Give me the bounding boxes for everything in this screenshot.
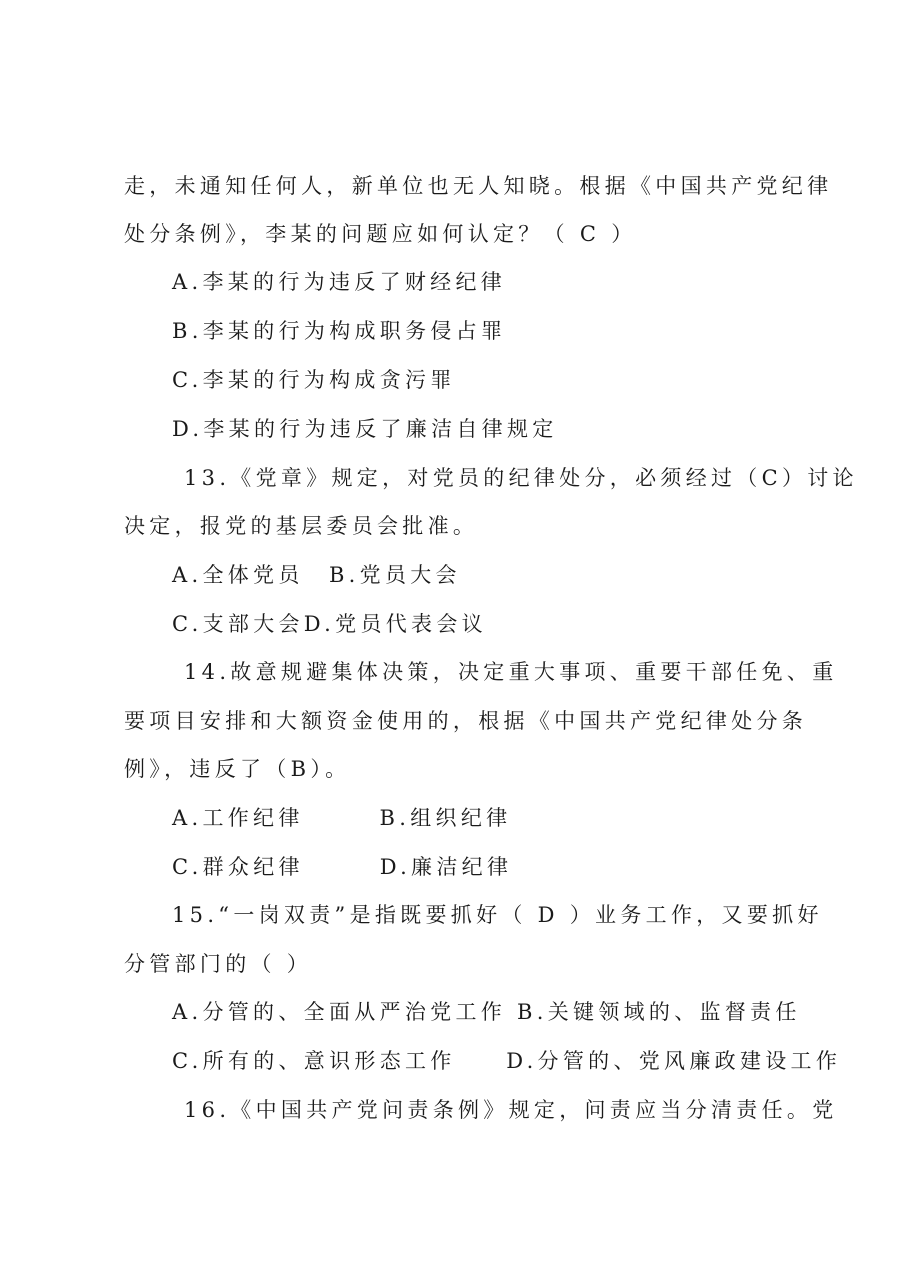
- q15-stem-line-2: 分管部门的（ ）: [124, 952, 313, 976]
- q14-stem-line-2: 要项目安排和大额资金使用的，根据《中国共产党纪律处分条: [124, 709, 808, 733]
- q13-options-line-1: A.全体党员 B.党员大会: [172, 563, 461, 587]
- q15-options-line-2: C.所有的、意识形态工作 D.分管的、党风廉政建设工作: [172, 1049, 842, 1073]
- q14-options-line-1: A.工作纪律 B.组织纪律: [172, 806, 512, 830]
- q13-stem-line-2: 决定，报党的基层委员会批准。: [124, 514, 479, 538]
- q12-option-d: D.李某的行为违反了廉洁自律规定: [172, 417, 558, 441]
- q15-stem-line-1: 15.“一岗双责”是指既要抓好（ D ）业务工作，又要抓好: [172, 903, 823, 927]
- q15-options-line-1: A.分管的、全面从严治党工作 B.关键领域的、监督责任: [172, 1000, 801, 1024]
- q12-option-b: B.李某的行为构成职务侵占罪: [172, 319, 507, 343]
- q12-stem-line-2: 处分条例》，李某的问题应如何认定？（ C ）: [124, 222, 637, 246]
- q12-option-a: A.李某的行为违反了财经纪律: [172, 270, 507, 294]
- q14-options-line-2: C.群众纪律 D.廉洁纪律: [172, 855, 513, 879]
- q12-option-c: C.李某的行为构成贪污罪: [172, 368, 456, 392]
- q16-stem-line-1: 16.《中国共产党问责条例》规定，问责应当分清责任。党: [184, 1098, 838, 1122]
- q13-options-line-2: C.支部大会D.党员代表会议: [172, 612, 487, 636]
- q12-stem-line-1: 走，未通知任何人，新单位也无人知晓。根据《中国共产党纪律: [124, 174, 833, 198]
- q14-stem-line-1: 14.故意规避集体决策，决定重大事项、重要干部任免、重: [184, 660, 838, 684]
- q14-stem-line-3: 例》，违反了（B）。: [124, 757, 351, 781]
- q13-stem-line-1: 13.《党章》规定，对党员的纪律处分，必须经过（C）讨论: [184, 466, 858, 490]
